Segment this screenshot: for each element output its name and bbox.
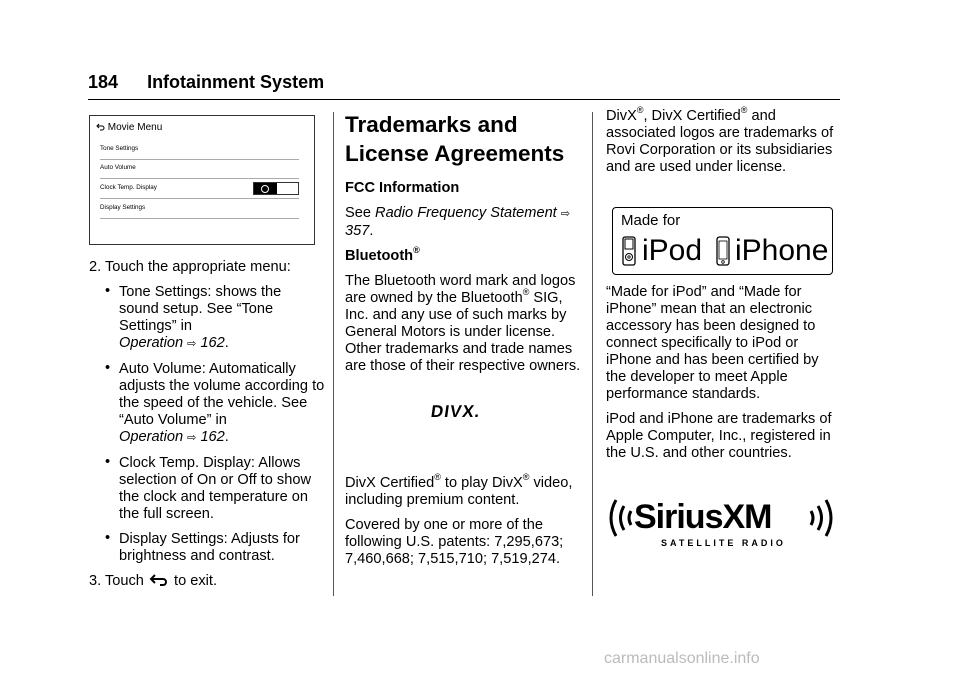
menu-row-clock: Clock Temp. Display [100,184,299,199]
page-number: 184 [88,72,119,92]
made-for-ipod-iphone-badge [612,207,833,275]
bluetooth-heading: Bluetooth® [345,245,420,264]
mfi-text: “Made for iPod” and “Made for iPhone” mean that an electronic accessory has been designed to connect specifically to iPod or iPhone and has been certified by the developer to meet Apple performance standards. [606,284,819,402]
bullet-dot: • [105,454,111,470]
clock-toggle [253,182,299,195]
sxm-subtitle: SATELLITE RADIO [661,538,786,548]
column-3 [606,105,838,470]
page-ref-icon: ⇨ [187,432,197,444]
xref-page[interactable]: 357 [345,223,370,239]
divx-logo-spacer [345,383,585,475]
xref-link[interactable]: Operation [119,335,184,351]
bullet-dot: • [105,283,111,299]
bullet-auto-volume: • Auto Volume: Automatically adjusts the volume according to the speed of the vehicle. See “Auto Volume” in Operation ⇨ 162. [105,360,325,445]
column-divider [592,112,593,596]
mfi-ipod-text: iPod [642,234,703,267]
bullet-dot: • [105,360,111,376]
xref-page[interactable]: 162 [200,429,225,445]
xref-link[interactable]: Radio Frequency Statement [375,205,557,221]
step-2: 2. Touch the appropriate menu: [89,259,291,275]
divx-trademark-text: DivX®, DivX Certified® and associated logos are trademarks of Rovi Corporation or its subsidiaries and are used under license. [606,105,834,175]
sxm-waves-left-icon [606,496,636,540]
sxm-brand: SiriusXM [634,498,772,536]
menu-row-auto-volume: Auto Volume [100,164,299,179]
screen-title-text: Movie Menu [107,122,163,133]
watermark: carmanualsonline.info [604,650,760,667]
fcc-text: See Radio Frequency Statement ⇨ 357. [345,205,571,239]
page-title: Infotainment System [147,72,325,92]
movie-menu-screenshot [89,115,315,245]
section-heading: Trademarks and License Agreements [345,112,565,166]
apple-trademark-text: iPod and iPhone are trademarks of Apple Computer, Inc., registered in the U.S. and other countries. [606,411,832,461]
column-2 [345,110,585,576]
step-3: 3. Touch to exit. [89,573,218,589]
bullet-display-settings: • Display Settings: Adjusts for brightness and contrast. [105,530,300,564]
bullet-dot: • [105,530,111,546]
divx-logo: DIVX. [429,402,482,421]
toggle-on-indicator [254,183,277,194]
back-arrow-icon [96,123,105,131]
column-divider [333,112,334,596]
mfi-iphone-text: iPhone [735,234,829,267]
page-header [88,72,324,93]
xref-page[interactable]: 162 [200,335,225,351]
bullet-tone-settings: • Tone Settings: shows the sound setup. See “Tone Settings” in Operation ⇨ 162. [105,283,282,351]
iphone-icon [716,236,730,266]
back-arrow-icon [148,573,170,587]
bluetooth-text: The Bluetooth word mark and logos are owned by the Bluetooth® SIG, Inc. and any use of such marks by General Motors is under license. Other trademarks and trade names are those of their respective owners. [345,273,581,374]
divx-cert-text: DivX Certified® to play DivX® video, including premium content. [345,472,573,508]
ipod-icon [622,236,636,266]
menu-row-display: Display Settings [100,204,299,219]
sxm-waves-right-icon [806,496,836,540]
header-rule [88,99,840,100]
menu-row-tone: Tone Settings [100,145,299,160]
page-ref-icon: ⇨ [560,208,571,220]
column-1 [89,259,325,598]
fcc-heading: FCC Information [345,180,460,196]
mfi-label: Made for [621,212,681,229]
xref-link[interactable]: Operation [119,429,184,445]
page-ref-icon: ⇨ [187,338,197,350]
bullet-clock-temp: • Clock Temp. Display: Allows selection of On or Off to show the clock and temperature on the full screen. [105,454,311,522]
patents-text: Covered by one or more of the following U.S. patents: 7,295,673; 7,460,668; 7,515,710; 7,519,274. [345,517,564,567]
screen-title [96,122,162,133]
